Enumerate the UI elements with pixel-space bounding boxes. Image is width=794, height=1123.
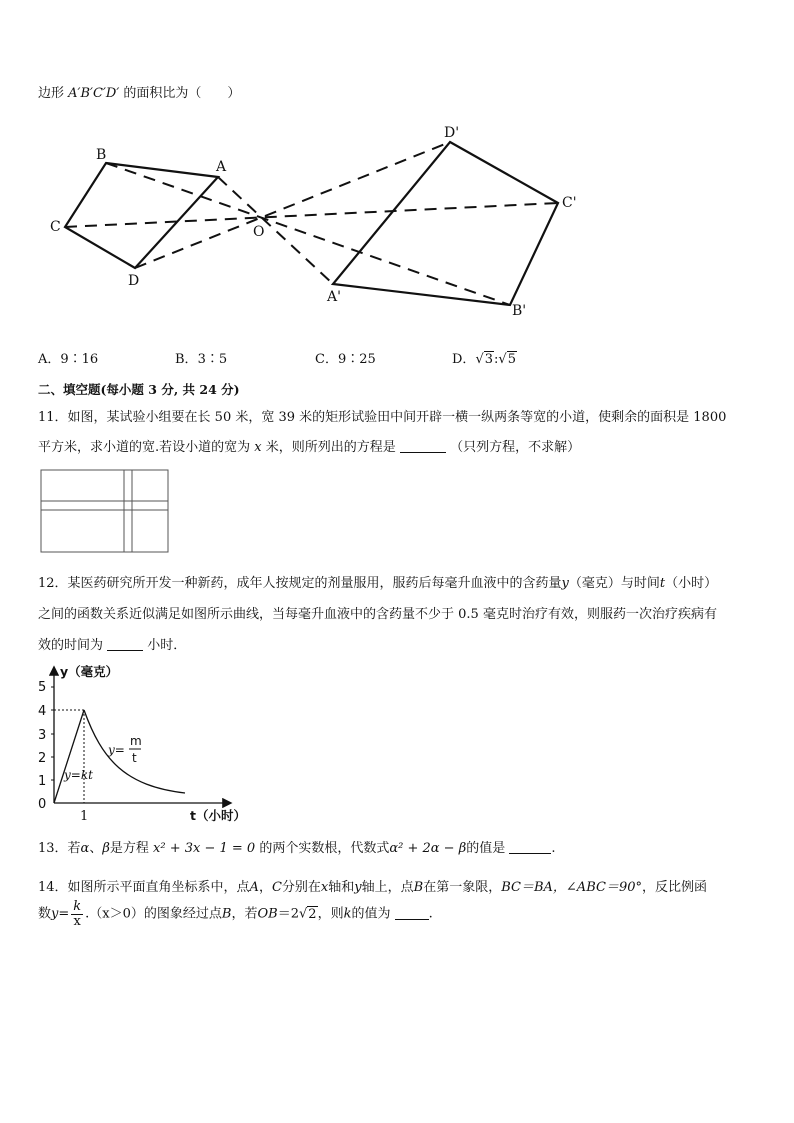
q11-field-figure	[40, 468, 172, 554]
q13-equation: x² + 3x − 1 = 0	[153, 841, 256, 856]
y-tick-4: 4	[38, 704, 47, 719]
q13-expression: α² + 2α − β	[389, 841, 467, 856]
inverse-denominator: t	[132, 751, 137, 765]
x-tick-1: 1	[80, 809, 89, 824]
linear-label: y=kt	[64, 768, 93, 782]
section-title: 二、填空题(每小题 3 分, 共 24 分)	[38, 382, 240, 397]
y-tick-1: 1	[38, 774, 47, 789]
choice-c[interactable]: C．9∶25	[315, 352, 376, 367]
quadrilateral-abcd	[65, 163, 218, 268]
label-d-prime: D'	[444, 125, 460, 141]
choice-b[interactable]: B．3∶5	[175, 352, 228, 367]
choice-a[interactable]: A．9∶16	[38, 352, 99, 367]
label-o: O	[253, 224, 265, 240]
field-rectangle	[41, 470, 168, 552]
y-tick-3: 3	[38, 728, 47, 743]
linear-segment	[54, 710, 84, 803]
label-b-prime: B'	[512, 303, 527, 319]
label-a: A	[216, 159, 227, 175]
label-a-prime: A'	[327, 289, 341, 305]
inverse-label: y=	[108, 743, 125, 757]
q11-line2: 平方米，求小道的宽.若设小道的宽为 x 米，则所列出的方程是 （只列方程，不求解）	[38, 440, 581, 455]
x-axis-label: t（小时）	[190, 808, 246, 823]
label-b: B	[96, 147, 107, 163]
q11-line1: 11．如图，某试验小组要在长 50 米，宽 39 米的矩形试验田中间开辟一横一纵两条等宽的小道，使剩余的面积是 1800	[38, 410, 727, 425]
y-tick-0: 0	[38, 797, 47, 812]
q11-answer-blank[interactable]	[400, 440, 446, 453]
label-c-prime: C'	[562, 195, 577, 211]
q13-line: 13．若α、β是方程 x² + 3x − 1 = 0 的两个实数根，代数式α² + 2α − β的值是 .	[38, 841, 556, 856]
q12-line1: 12．某医药研究所开发一种新药，成年人按规定的剂量服用，服药后每毫升血液中的含药量y（毫克）与时间t（小时）	[38, 576, 718, 591]
q10-homothety-figure	[40, 115, 600, 325]
y-tick-2: 2	[38, 751, 47, 766]
y-tick-5: 5	[38, 680, 47, 695]
q10-stem: 边形 A′B′C′D′ 的面积比为（ ）	[38, 86, 241, 101]
choice-d[interactable]: D．√3:√5	[452, 352, 516, 367]
q14-answer-blank[interactable]	[395, 907, 429, 920]
inverse-numerator: m	[130, 734, 142, 748]
q12-line2: 之间的函数关系近似满足如图所示曲线，当每毫升血液中的含药量不少于 0.5 毫克时治疗有效，则服药一次治疗疾病有	[38, 607, 717, 622]
label-d: D	[128, 273, 140, 289]
quadrilateral-a2b2c2d2	[333, 142, 558, 305]
q10-stem-math: A′B′C′D′	[68, 86, 120, 101]
q13-answer-blank[interactable]	[509, 841, 551, 854]
q14-fraction: $\frac{k}{x}$	[73, 899, 82, 929]
label-c: C	[50, 219, 61, 235]
y-axis-label: y（毫克）	[60, 664, 119, 679]
q12-answer-blank[interactable]	[107, 638, 143, 651]
q12-dosage-graph	[30, 658, 270, 824]
q12-line3: 效的时间为 小时．	[38, 638, 187, 653]
q14-line2: 数y= $\frac{k}{x}$ .（x＞0）的图象经过点B，若OB＝2√2，则k的值为 .	[38, 899, 433, 929]
q14-line1: 14．如图所示平面直角坐标系中，点A，C分别在x轴和y轴上，点B在第一象限，BC＝BA，∠ABC＝90°，反比例函	[38, 880, 707, 895]
